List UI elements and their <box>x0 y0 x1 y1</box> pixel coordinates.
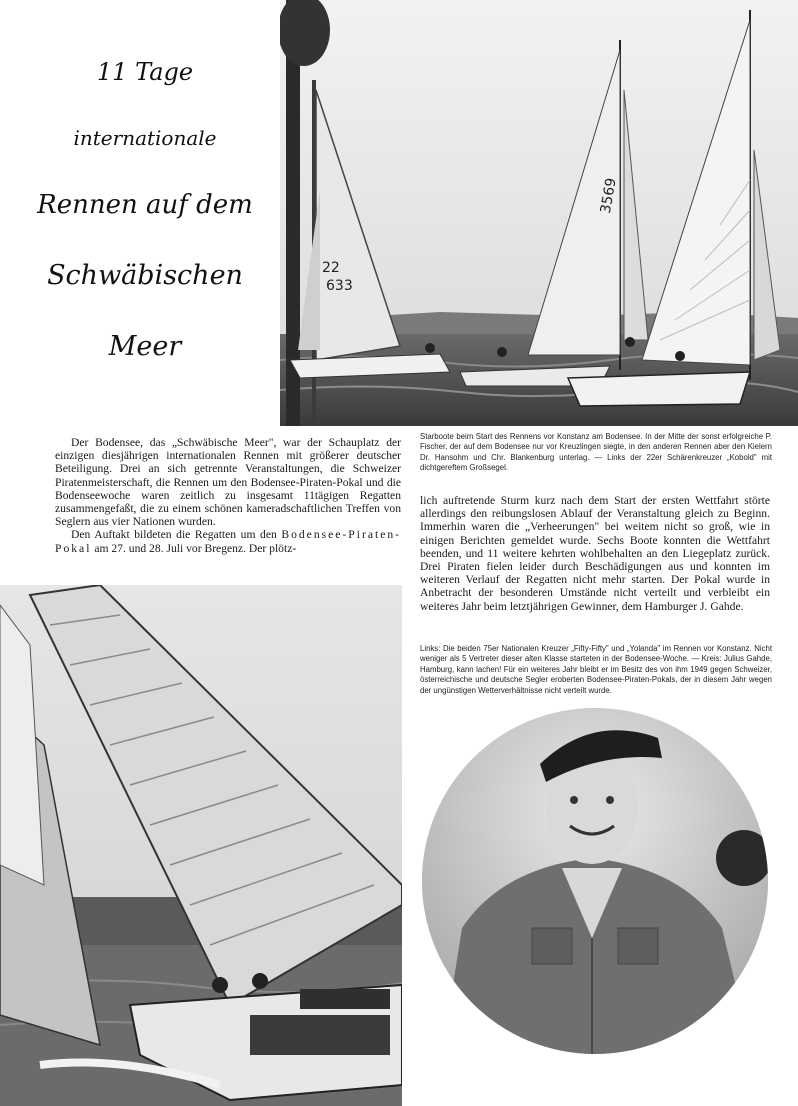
article-paragraph-1: Der Bodensee, das „Schwäbische Meer", war der Schauplatz der einzigen diesjährigen internationalen Rennen mit größerer deutscher Beteiligung. Drei an sich getrennte Veranstaltungen, die Schweizer Piratenmeisterschaft, die Rennen um den Bodensee-Piraten-Pokal und die Bodenseewoche waren zeitlich zu insgesamt 11tägigen Regatten zusammengefaßt, die zu einem schönen kameradschaftlichen Treffen von Seglern aus vier Nationen wurden. <box>55 436 401 529</box>
sail-number-middle: 3569 <box>597 176 620 215</box>
title-line-1: 11 Tage <box>96 58 194 86</box>
article-paragraph-2 <box>55 528 401 554</box>
sail-number-left-second: 633 <box>326 278 353 294</box>
caption-bottom-text: Links: Die beiden 75er Nationalen Kreuzer „Fifty-Fifty" und „Yolanda" im Rennen vor Konstanz. Nicht weniger als 5 Vertreter dieser alten Klasse starteten in der Bodensee-Woche. — Kreis: Julius Gahde, Hamburg, kann lachen! Für ein weiteres Jahr bleibt er im Besitz des von ihm 1949 gegen Schweizer, österreichische und deutsche Segler eroberten Bodensee-Piraten-Pokals, der in diesem Jahr wegen der ungünstigen Wetterverhältnisse nicht verteilt wurde. <box>420 644 772 695</box>
article-title <box>20 60 270 360</box>
article-paragraph-2-end: am 27. und 28. Juli vor Bregenz. Der plötz- <box>91 541 297 555</box>
title-line-3: Rennen auf dem <box>37 190 253 220</box>
photo-cruisers <box>0 585 402 1106</box>
title-line-5: Meer <box>108 331 182 362</box>
article-paragraph-3: lich auftretende Sturm kurz nach dem Start der ersten Wettfahrt störte allerdings den reibungslosen Ablauf der Veranstaltung gleich zu Beginn. Immerhin waren die „Verheerungen" bei weitem nicht so groß, wie in einigen Berichten gemeldet wurde. Sechs Boote konnten die Wettfahrt beenden, und 11 weitere kehrten wohlbehalten an den Liegeplatz zurück. Drei Piraten fielen leider durch Beschädigungen aus und konnten im weiteren Verlauf der Regatten nicht mehr starten. Der Pokal wurde in Anbetracht der besonderen Umstände nicht verteilt und verbleibt ein weiteres Jahr beim letztjährigen Gewinner, dem Hamburger J. Gahde. <box>420 494 770 613</box>
article-paragraph-2-start: Den Auftakt bildeten die Regatten um den <box>71 528 282 542</box>
photo-portrait-gahde <box>422 708 768 1054</box>
title-line-4: Schwäbischen <box>47 260 243 291</box>
caption-bottom <box>420 644 772 696</box>
article-left-column <box>55 436 401 555</box>
photo-starboats <box>280 0 798 426</box>
caption-top-text: Starboote beim Start des Rennens vor Konstanz am Bodensee. In der Mitte der sonst erfolgreiche P. Fischer, der auf dem Bodensee nur vor Kreuzlingen siegte, in den anderen Rennen aber den Kielern Dr. Hansohm und Chr. Blankenburg unterlag. — Links der 22er Schärenkreuzer „Kobold" mit dichtgereftem Großsegel. <box>420 432 772 473</box>
sail-number-left: 22 <box>322 260 340 276</box>
caption-top <box>420 432 772 474</box>
article-paragraph-2-spaced: Bodensee-Piraten-Pokal <box>55 528 401 555</box>
article-right-column <box>420 494 770 613</box>
title-line-2: internationale <box>73 126 217 150</box>
